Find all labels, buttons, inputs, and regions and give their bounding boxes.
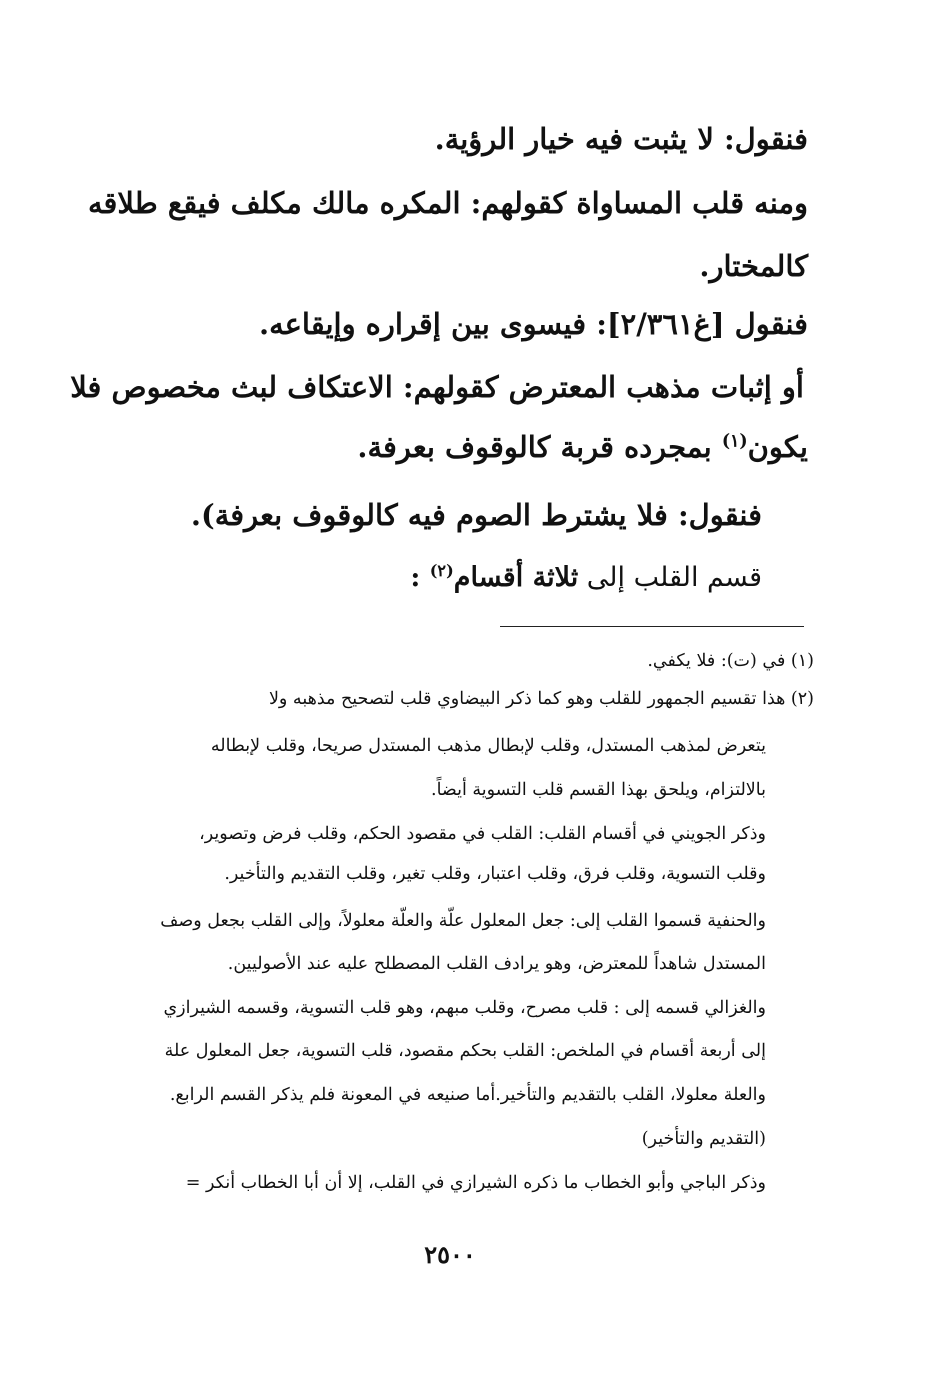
footnote-2-line-12: وذكر الباجي وأبو الخطاب ما ذكره الشيرازي في القلب، إلا أن أبا الخطاب أنكر = — [185, 1173, 766, 1193]
main-line-8-text-c: : — [410, 562, 430, 593]
footnote-2-line-2: يتعرض لمذهب المستدل، وقلب لإبطال مذهب المستدل صريحا، وقلب لإبطاله — [210, 736, 766, 756]
main-line-7: فنقول: فلا يشترط الصوم فيه كالوقوف بعرفة). — [190, 498, 762, 532]
main-line-8-text-b: ثلاثة أقسام — [453, 562, 579, 593]
footnote-2-line-7: المستدل شاهداً للمعترض، وهو يرادف القلب المصطلح عليه عند الأصوليين. — [227, 954, 766, 974]
footnote-2-line-6: والحنفية قسموا القلب إلى: جعل المعلول علّة والعلّة معلولاً، وإلى القلب بجعل وصف — [160, 911, 766, 931]
footnote-2-line-9: إلى أربعة أقسام في الملخص: القلب بحكم مقصود، قلب التسوية، جعل المعلول علة — [164, 1041, 766, 1061]
footnote-separator — [500, 626, 804, 627]
main-line-5: أو إثبات مذهب المعترض كقولهم: الاعتكاف لبث مخصوص فلا — [70, 370, 804, 404]
footnote-ref-1: (١) — [721, 431, 748, 452]
main-line-8 — [410, 563, 762, 593]
footnote-2-line-3: بالالتزام، ويلحق بهذا القسم قلب التسوية أيضاً. — [431, 780, 766, 800]
main-line-6-text-a: يكون — [747, 430, 808, 464]
main-line-3: كالمختار. — [699, 249, 808, 283]
footnote-1: (١) في (ت): فلا يكفي. — [647, 651, 814, 671]
main-line-8-text-a: قسم القلب إلى — [578, 562, 762, 593]
main-line-6-text-b: بمجرده قربة كالوقوف بعرفة. — [357, 430, 722, 464]
main-line-1: فنقول: لا يثبت فيه خيار الرؤية. — [434, 122, 808, 156]
footnote-2-line-1: (٢) هذا تقسيم الجمهور للقلب وهو كما ذكر البيضاوي قلب لتصحيح مذهبه ولا — [268, 689, 814, 709]
footnote-2-line-5: وقلب التسوية، وقلب فرق، وقلب اعتبار، وقلب تغير، وقلب التقديم والتأخير. — [224, 864, 766, 884]
footnote-2-line-11: (التقديم والتأخير) — [641, 1129, 766, 1149]
main-line-6 — [357, 432, 808, 462]
footnote-2-line-8: والغزالي قسمه إلى : قلب مصرح، وقلب مبهم، وهو قلب التسوية، وقسمه الشيرازي — [163, 998, 766, 1018]
footnote-2-line-4: وذكر الجويني في أقسام القلب: القلب في مقصود الحكم، وقلب فرض وتصوير، — [199, 824, 766, 844]
footnote-2-line-10: والعلة معلولا، القلب بالتقديم والتأخير.أما صنيعه في المعونة فلم يذكر القسم الرابع. — [169, 1085, 766, 1105]
main-line-4: فنقول [غ٢/٣٦١]: فيسوى بين إقراره وإيقاعه. — [258, 307, 808, 341]
page-number: ٢٥٠٠ — [424, 1240, 476, 1269]
main-line-2: ومنه قلب المساواة كقولهم: المكره مالك مكلف فيقع طلاقه — [87, 186, 808, 220]
footnote-ref-2: (٢) — [429, 561, 454, 580]
